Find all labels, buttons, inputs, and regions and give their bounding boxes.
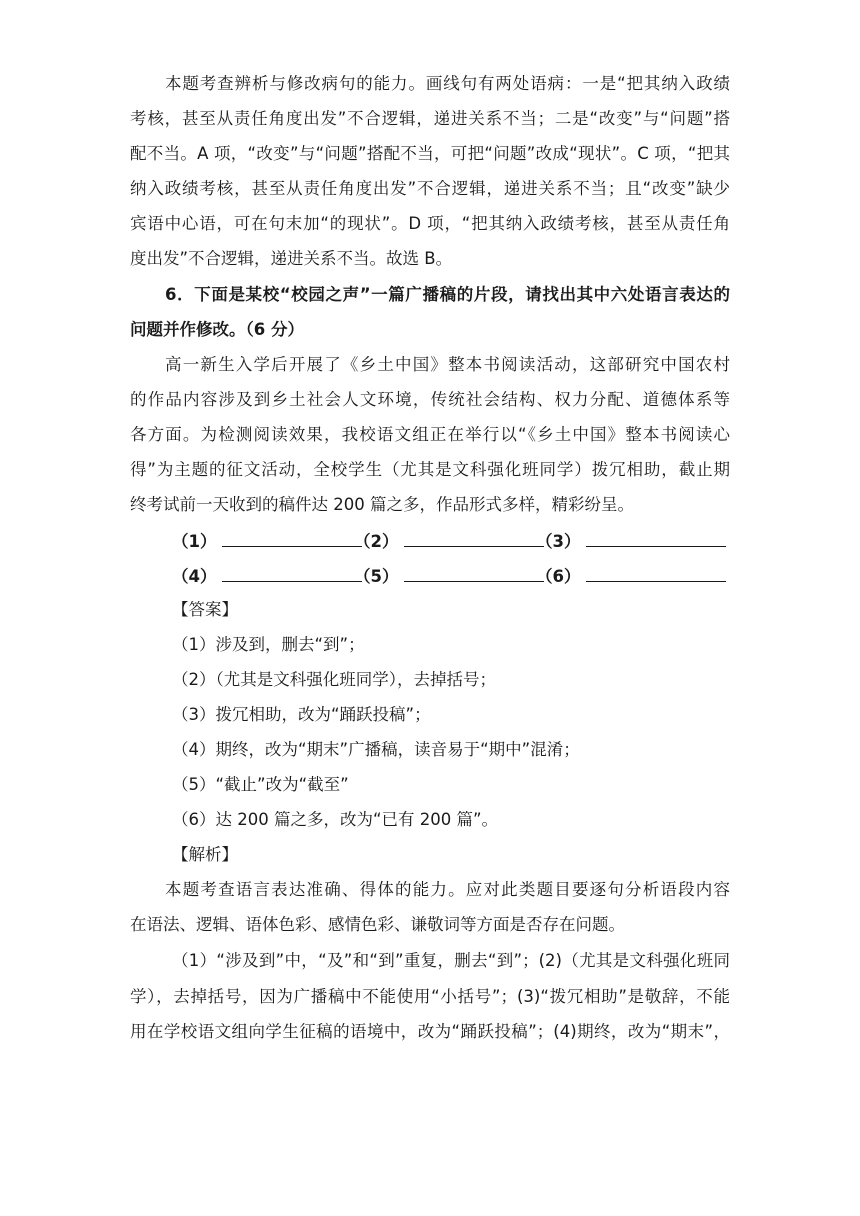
answer-item: （6）达 200 篇之多，改为“已有 200 篇”。 xyxy=(172,810,499,829)
answer-item: （4）期终，改为“期末”广播稿，读音易于“期中”混淆； xyxy=(172,740,580,759)
passage-line: 终考试前一天收到的稿件达 200 篇之多，作品形式多样，精彩纷呈。 xyxy=(130,495,634,514)
question-title: 问题并作修改。（6 分） xyxy=(130,320,304,339)
answer-blank[interactable]: （6） xyxy=(536,563,726,589)
answer-blank[interactable]: （1） xyxy=(172,528,362,554)
prev-analysis-line: 配不当。A 项，“改变”与“问题”搭配不当，可把“问题”改成“现状”。C 项，“把其 xyxy=(130,144,730,163)
answer-item: （2）（尤其是文科强化班同学），去掉括号； xyxy=(172,670,496,689)
prev-analysis-line: 宾语中心语，可在句末加“的现状”。D 项，“把其纳入政绩考核，甚至从责任角 xyxy=(130,214,730,233)
analysis-line: 用在学校语文组向学生征稿的语境中，改为“踊跃投稿”；(4)期终，改为“期末”， xyxy=(130,1022,730,1041)
passage-line: 的作品内容涉及到乡土社会人文环境，传统社会结构、权力分配、道德体系等 xyxy=(130,390,730,409)
answer-blank[interactable]: （2） xyxy=(354,528,544,554)
passage-line: 各方面。为检测阅读效果，我校语文组正在举行以“《乡土中国》整本书阅读心 xyxy=(130,425,730,444)
prev-analysis-line: 本题考查辨析与修改病句的能力。画线句有两处语病：一是“把其纳入政绩 xyxy=(165,74,730,93)
passage-line: 得”为主题的征文活动，全校学生（尤其是文科强化班同学）拨冗相助，截止期 xyxy=(130,460,730,479)
prev-analysis-line: 纳入政绩考核，甚至从责任角度出发”不合逻辑，递进关系不当；且“改变”缺少 xyxy=(130,179,730,198)
answer-item: （5）“截止”改为“截至” xyxy=(172,775,349,794)
question-title: 6．下面是某校“校园之声”一篇广播稿的片段，请找出其中六处语言表达的 xyxy=(165,285,730,304)
analysis-line: 学），去掉括号，因为广播稿中不能使用“小括号”；(3)“拨冗相助”是敬辞，不能 xyxy=(130,987,730,1006)
analysis-line: 在语法、逻辑、语体色彩、感情色彩、谦敬词等方面是否存在问题。 xyxy=(130,915,625,934)
answer-blank[interactable]: （4） xyxy=(172,563,362,589)
passage-line: 高一新生入学后开展了《乡土中国》整本书阅读活动，这部研究中国农村 xyxy=(165,355,730,374)
answer-blank[interactable]: （5） xyxy=(354,563,544,589)
answer-item: （3）拨冗相助，改为“踊跃投稿”； xyxy=(172,705,431,724)
prev-analysis-line: 考核，甚至从责任角度出发”不合逻辑，递进关系不当；二是“改变”与“问题”搭 xyxy=(130,109,730,128)
answer-heading: 【答案】 xyxy=(172,600,238,619)
prev-analysis-line: 度出发”不合逻辑，递进关系不当。故选 B。 xyxy=(130,249,453,268)
analysis-heading: 【解析】 xyxy=(172,845,238,864)
answer-blank[interactable]: （3） xyxy=(536,528,726,554)
analysis-line: 本题考查语言表达准确、得体的能力。应对此类题目要逐句分析语段内容 xyxy=(165,880,730,899)
analysis-line: （1）“涉及到”中，“及”和“到”重复，删去“到”；(2)（尤其是文科强化班同 xyxy=(172,951,730,970)
answer-item: （1）涉及到，删去“到”； xyxy=(172,635,365,654)
